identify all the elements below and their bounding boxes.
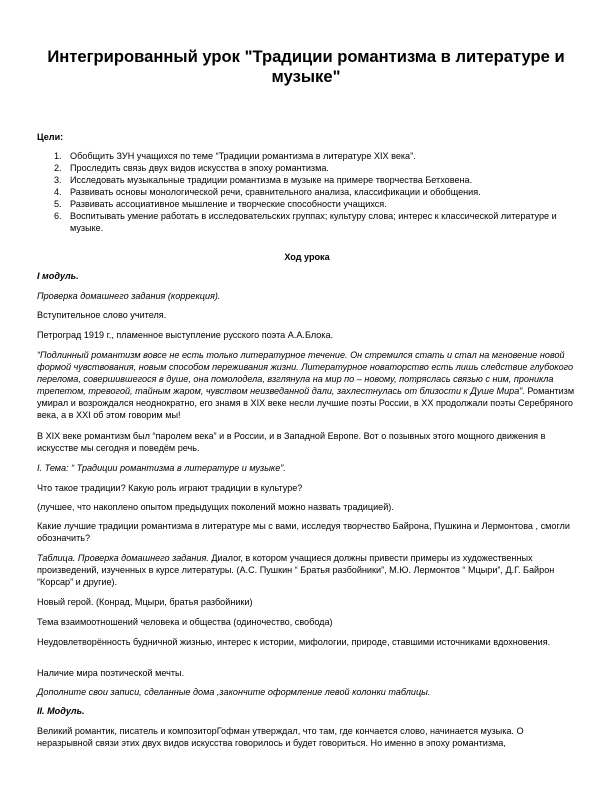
blok-quote bbox=[37, 349, 577, 421]
goals-heading: Цели: bbox=[37, 132, 64, 142]
tradition-item: Новый герой. (Конрад, Мцыри, братья разбойники) bbox=[37, 597, 253, 607]
list-item: 3. Исследовать музыкальные традиции романтизма в музыке на примере творчества Бетховена. bbox=[54, 175, 473, 185]
module-1-heading: I модуль. bbox=[37, 271, 79, 281]
list-item: 5. Развивать ассоциативное мышление и творческие способности учащихся. bbox=[54, 199, 387, 209]
lesson-heading: Ход урока bbox=[284, 252, 330, 262]
blok-speech: Петроград 1919 г., пламенное выступление русского поэта А.А.Блока. bbox=[37, 330, 334, 340]
tradition-item: Наличие мира поэтической мечты. bbox=[37, 668, 185, 678]
question-1: Что такое традиции? Какую роль играют традиции в культуре? bbox=[37, 483, 303, 493]
theme-line: I. Тема: “ Традиции романтизма в литературе и музыке”. bbox=[37, 463, 286, 473]
tradition-item: Неудовлетворённость будничной жизнью, интерес к истории, мифологии, природе, ставшими источниками вдохновения. bbox=[37, 637, 551, 647]
hoffmann-paragraph: Великий романтик, писатель и композиторГофман утверждал, что там, где кончается слово, начинается музыка. О неразрывной связи этих двух видов искусства говорилось и будет говориться. Но именно в эпоху романтизма, bbox=[37, 726, 524, 748]
list-item: 1. Обобщить ЗУН учащихся по теме “Традиции романтизма в литературе XIX века”. bbox=[54, 151, 416, 161]
question-2: Какие лучшие традиции романтизма в литературе мы с вами, исследуя творчество Байрона, Пушкина и Лермонтова , смогли обозначить? bbox=[37, 521, 570, 543]
quote-rest: Романтизм умирал и возрождался неоднократно, его знамя в XIX веке несли лучшие поэты России, в XX продолжали поэты Серебряного века, а в XXI об этом говорим мы! bbox=[37, 386, 575, 420]
table-paragraph bbox=[37, 552, 577, 588]
table-rest: Диалог, в котором учащиеся должны привести примеры из художественных произведений, изученных в курсе литературы. (А.С. Пушкин “ Братья разбойники”, М.Ю. Лермонтов “ Мцыри”, Д.Г. Байрон “Корсар” и другие). bbox=[37, 553, 555, 587]
module-2-heading: II. Модуль. bbox=[37, 706, 85, 716]
homework-check: Проверка домашнего задания (коррекция). bbox=[37, 291, 221, 301]
task-text: Дополните свои записи, сделанные дома ,закончите оформление левой колонки таблицы. bbox=[37, 687, 431, 697]
list-item: 4. Развивать основы монологической речи, сравнительного анализа, классификации и обобщения. bbox=[54, 187, 481, 197]
quote-italic: “Подлинный романтизм вовсе не есть только литературное течение. Он стремился стать и стал на мгновение новой формой чувствования, новым способом переживания жизни. Литературное новаторство есть лишь следствие глубокого перелома, совершившегося в душе, она помолодела, взглянула на мир по – новому, потряслась связью с ним, проникла трепетом, тревогой, тайным жаром, чувством неизведанной дали, захлестнулась от близости к Душе Мира”. bbox=[37, 350, 574, 396]
page-title: Интегрированный урок "Традиции романтизма в литературе и музыке" bbox=[47, 47, 565, 86]
goals-list bbox=[37, 150, 577, 234]
list-item: 2. Проследить связь двух видов искусства в эпоху романтизма. bbox=[54, 163, 329, 173]
table-italic: Таблица. Проверка домашнего задания. bbox=[37, 553, 209, 563]
parol-paragraph: В XIX веке романтизм был “паролем века” и в России, и в Западной Европе. Вот о позывных этого мощного движения в искусстве мы сегодня и поведём речь. bbox=[37, 431, 546, 453]
list-item: 6. Воспитывать умение работать в исследовательских группах; культуру слова; интерес к классической литературе и музыке. bbox=[54, 211, 557, 233]
question-1-answer: (лучшее, что накоплено опытом предыдущих поколений можно назвать традицией). bbox=[37, 502, 394, 512]
intro-text: Вступительное слово учителя. bbox=[37, 310, 167, 320]
tradition-item: Тема взаимоотношений человека и общества (одиночество, свобода) bbox=[37, 617, 333, 627]
